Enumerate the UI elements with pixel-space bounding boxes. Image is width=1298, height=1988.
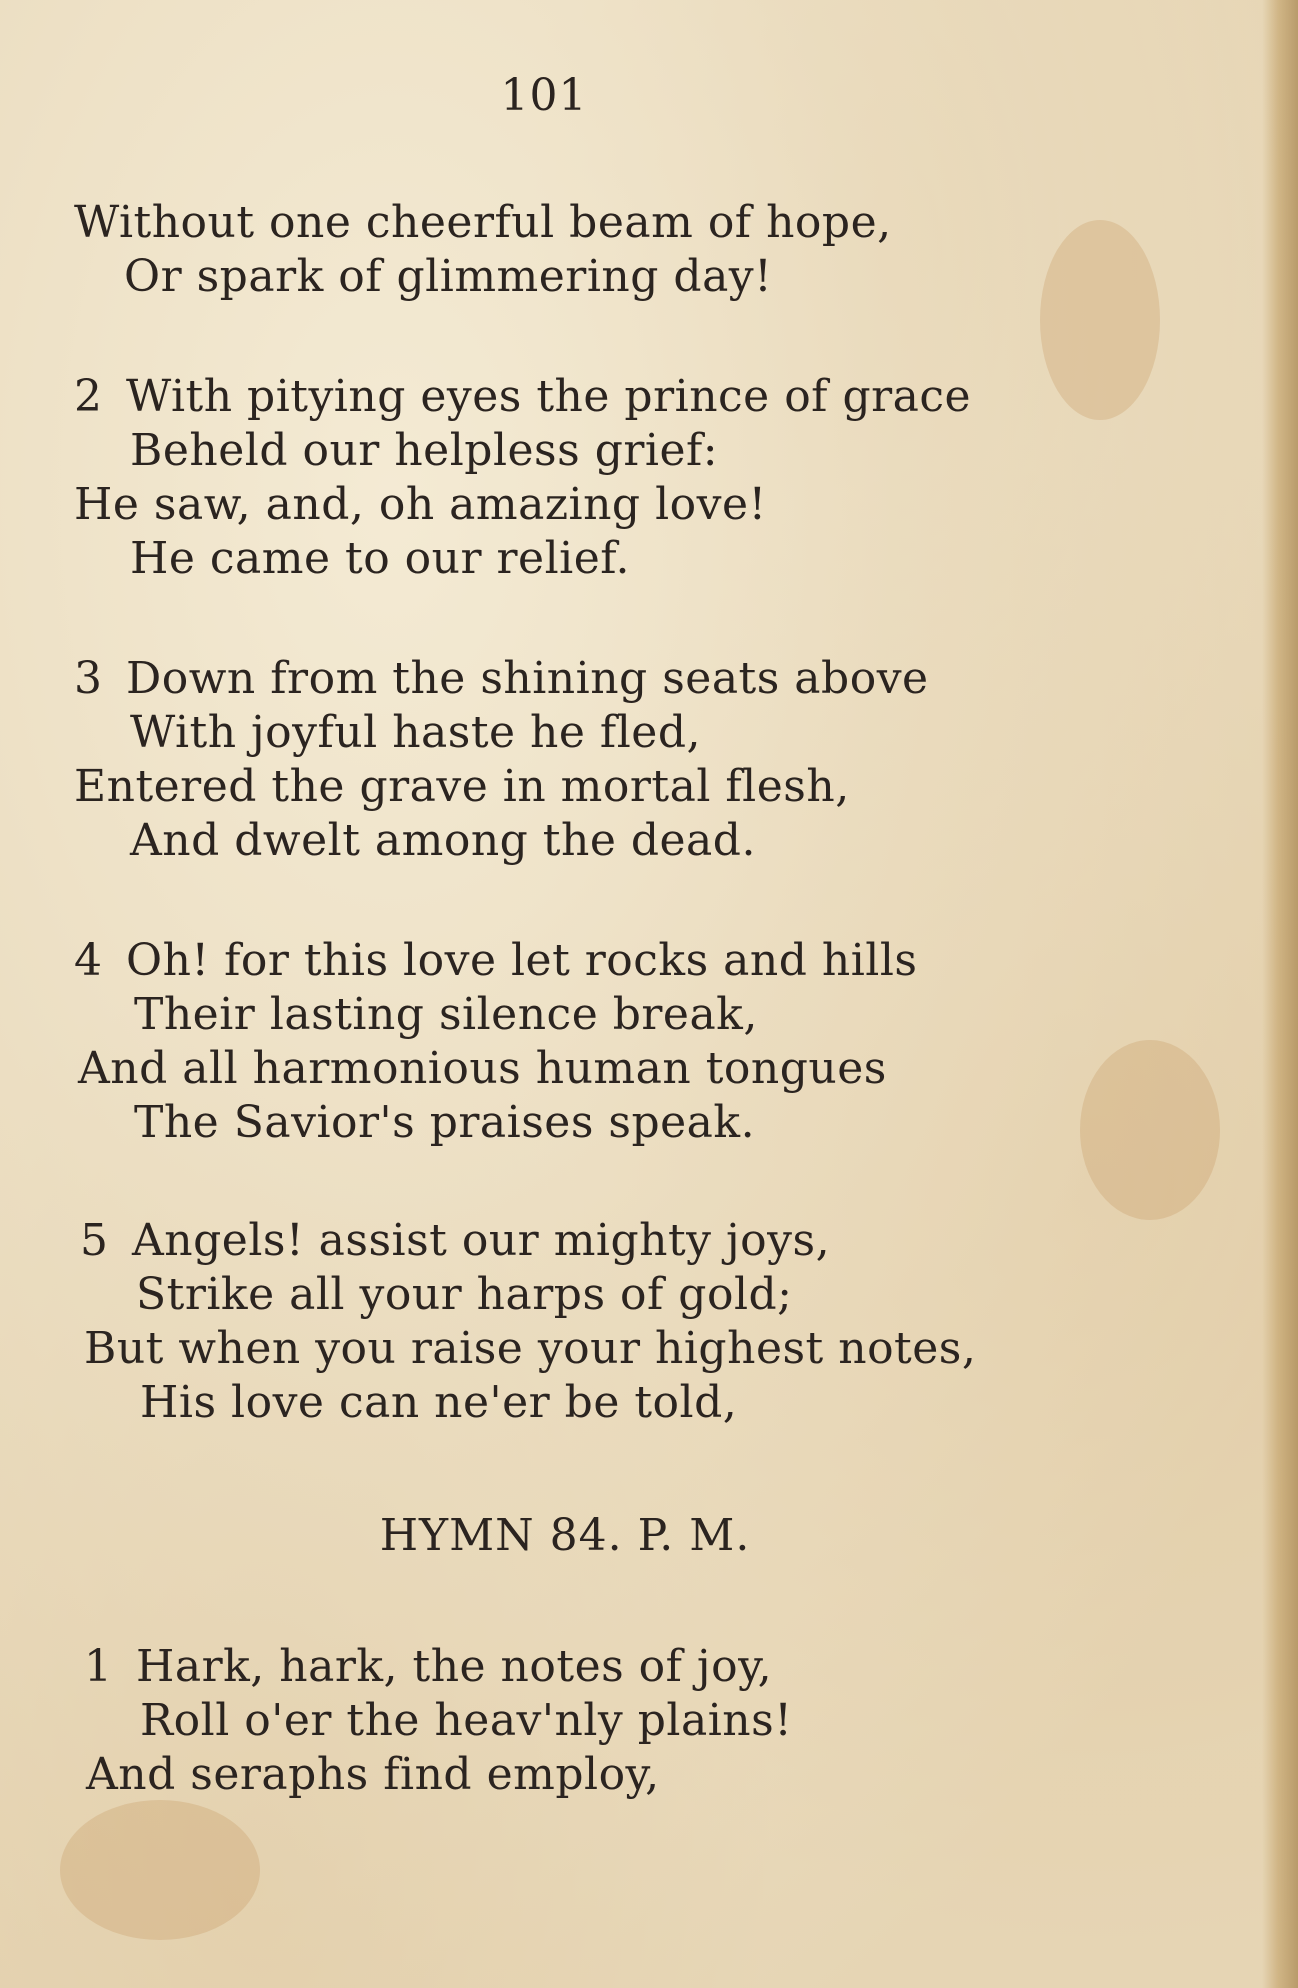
verse-line: Without one cheerful beam of hope, [74,197,892,248]
verse-line: He saw, and, oh amazing love! [74,479,767,530]
verse-line: And all harmonious human tongues [78,1043,887,1094]
verse-line: Roll o'er the heav'nly plains! [140,1695,793,1746]
verse-number: 1 [84,1641,113,1692]
verse-line: Strike all your harps of gold; [136,1269,793,1320]
age-stain [1040,220,1160,420]
verse-line: 4 Oh! for this love let rocks and hills [74,935,918,986]
hymn-title: HYMN 84. P. M. [379,1510,751,1561]
verse-line: He came to our relief. [130,533,630,584]
verse-number: 2 [74,371,103,422]
page-spine-shadow [1262,0,1298,1988]
verse-line: 3 Down from the shining seats above [74,653,929,704]
verse-number: 4 [74,935,103,986]
verse-line: Beheld our helpless grief: [130,425,719,476]
verse-line: And seraphs find employ, [86,1749,660,1800]
verse-line: And dwelt among the dead. [130,815,756,866]
page-number: 101 [500,70,588,121]
verse-number: 5 [80,1215,109,1266]
verse-line: Their lasting silence break, [134,989,758,1040]
verse-line: With joyful haste he fled, [130,707,701,758]
verse-line: The Savior's praises speak. [134,1097,756,1148]
verse-line: 5 Angels! assist our mighty joys, [80,1215,831,1266]
verse-line: His love can ne'er be told, [140,1377,738,1428]
verse-line: 1 Hark, hark, the notes of joy, [84,1641,773,1692]
verse-line: Or spark of glimmering day! [124,251,773,302]
verse-line: 2 With pitying eyes the prince of grace [74,371,972,422]
verse-number: 3 [74,653,103,704]
age-stain [60,1800,260,1940]
age-stain [1080,1040,1220,1220]
verse-line: But when you raise your highest notes, [84,1323,977,1374]
verse-line: Entered the grave in mortal flesh, [74,761,850,812]
